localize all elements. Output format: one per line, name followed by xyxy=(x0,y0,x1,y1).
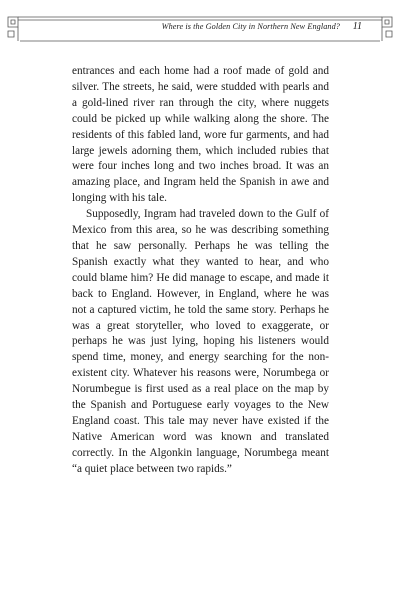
page-number: 11 xyxy=(352,21,362,32)
paragraph-1: entrances and each home had a roof made of gold and silver. The streets, he said, were studded with pearls and a gold-lined river ran through the city, where nuggets could be picked up while walking along the shore. The residents of this fabled land, wore fur garments, and had large jewels adorning them, which included rubies that were four inches long and two inches broad. It was an amazing place, and Ingram held the Spanish in awe and longing with his tale. xyxy=(72,65,329,205)
paragraph-2: Supposedly, Ingram had traveled down to the Gulf of Mexico from this area, so he was describing something that he saw personally. Perhaps he was telling the Spanish exactly what they wanted to hear, and who could blame him? He did manage to escape, and made it back to England. However, in England, where he was not a captured victim, he told the same story. Perhaps he was a great storyteller, who loved to exaggerate, or perhaps he was just lying, hoping his listeners would spend time, money, and energy searching for the non-existent city. Whatever his reasons were, Norumbega or Norumbegue is first used as a real place on the map by the Spanish and Portuguese early voyages to the New England coast. This tale may never have existed if the Native American word was known and translated correctly. In the Algonkin language, Norumbega meant “a quiet place between two rapids.” xyxy=(72,208,329,475)
running-head: Where is the Golden City in Northern New England? xyxy=(161,22,340,31)
body-text xyxy=(72,64,329,478)
